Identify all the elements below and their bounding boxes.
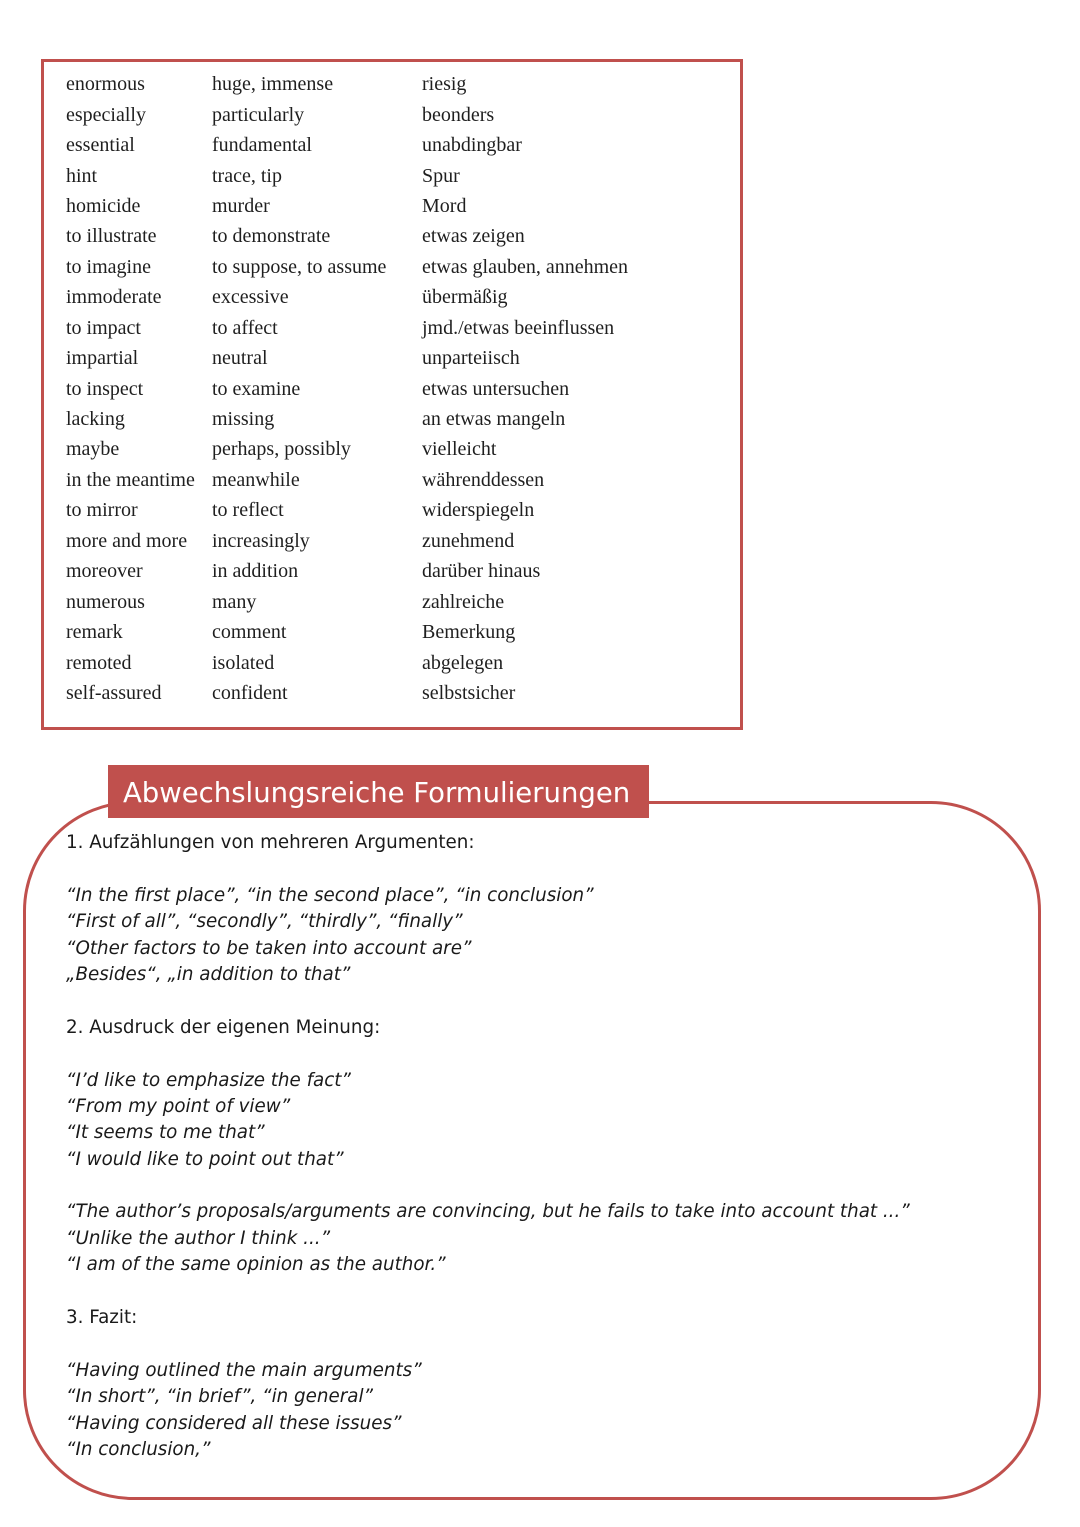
phrases-content bbox=[66, 830, 966, 1463]
vocabulary-word: hint bbox=[66, 164, 98, 187]
vocabulary-word: impartial bbox=[66, 347, 139, 370]
enumeration-phrase-list bbox=[66, 883, 966, 989]
vocabulary-row bbox=[66, 282, 722, 312]
conclusion-phrase-list bbox=[66, 1358, 966, 1464]
vocabulary-row bbox=[66, 313, 722, 343]
phrase-item: “First of all”, “secondly”, “thirdly”, “finally” bbox=[66, 911, 463, 933]
vocabulary-translation: zahlreiche bbox=[422, 590, 505, 613]
enumeration-heading: 1. Aufzählungen von mehreren Argumenten: bbox=[66, 832, 475, 853]
spacer bbox=[66, 1331, 966, 1357]
vocabulary-row bbox=[66, 69, 722, 99]
vocabulary-synonym: fundamental bbox=[212, 134, 312, 157]
vocabulary-word: lacking bbox=[66, 408, 125, 431]
vocabulary-synonym: to examine bbox=[212, 377, 301, 400]
phrase-item: “In the first place”, “in the second place”, “in conclusion” bbox=[66, 884, 594, 906]
vocabulary-row bbox=[66, 99, 722, 129]
vocabulary-synonym: many bbox=[212, 590, 257, 613]
vocabulary-synonym: comment bbox=[212, 621, 287, 644]
vocabulary-translation: Bemerkung bbox=[422, 621, 516, 644]
phrase-item: “I’d like to emphasize the fact” bbox=[66, 1069, 351, 1091]
vocabulary-word: to mirror bbox=[66, 499, 138, 522]
vocabulary-word: maybe bbox=[66, 438, 120, 461]
vocabulary-synonym: increasingly bbox=[212, 529, 310, 552]
vocabulary-synonym: to reflect bbox=[212, 499, 284, 522]
vocabulary-synonym: murder bbox=[212, 194, 270, 217]
section-title: Abwechslungsreiche Formulierungen bbox=[108, 765, 649, 818]
vocabulary-synonym: isolated bbox=[212, 651, 275, 674]
spacer bbox=[66, 988, 966, 1014]
phrase-item: “Unlike the author I think ...” bbox=[66, 1227, 331, 1249]
spacer bbox=[66, 856, 966, 882]
vocabulary-table-body bbox=[66, 69, 722, 708]
vocabulary-row bbox=[66, 526, 722, 556]
vocabulary-translation: darüber hinaus bbox=[422, 560, 541, 583]
vocabulary-synonym: particularly bbox=[212, 103, 305, 126]
conclusion-heading: 3. Fazit: bbox=[66, 1307, 138, 1329]
vocabulary-translation: widerspiegeln bbox=[422, 499, 535, 522]
vocabulary-box bbox=[41, 59, 743, 730]
vocabulary-word: remark bbox=[66, 621, 123, 644]
vocabulary-translation: abgelegen bbox=[422, 651, 504, 674]
phrase-item: „Besides“, „in addition to that” bbox=[66, 963, 351, 985]
vocabulary-translation: etwas untersuchen bbox=[422, 377, 570, 400]
vocabulary-synonym: to affect bbox=[212, 316, 278, 339]
vocabulary-translation: übermäßig bbox=[422, 286, 508, 309]
spacer bbox=[66, 1041, 966, 1067]
vocabulary-row bbox=[66, 678, 722, 708]
vocabulary-row bbox=[66, 495, 722, 525]
vocabulary-word: moreover bbox=[66, 560, 143, 583]
phrase-item: “I am of the same opinion as the author.” bbox=[66, 1254, 446, 1276]
phrase-item: “Having considered all these issues” bbox=[66, 1412, 402, 1434]
vocabulary-word: numerous bbox=[66, 590, 145, 613]
vocabulary-row bbox=[66, 465, 722, 495]
vocabulary-word: homicide bbox=[66, 194, 141, 217]
vocabulary-synonym: perhaps, possibly bbox=[212, 438, 351, 461]
vocabulary-word: especially bbox=[66, 103, 146, 126]
author-phrase-list bbox=[66, 1199, 966, 1278]
vocabulary-synonym: huge, immense bbox=[212, 73, 334, 96]
vocabulary-synonym: in addition bbox=[212, 560, 299, 583]
vocabulary-row bbox=[66, 404, 722, 434]
vocabulary-row bbox=[66, 252, 722, 282]
vocabulary-translation: vielleicht bbox=[422, 438, 497, 461]
vocabulary-row bbox=[66, 617, 722, 647]
vocabulary-word: in the meantime bbox=[66, 468, 195, 491]
vocabulary-table bbox=[66, 69, 722, 708]
vocabulary-translation: zunehmend bbox=[422, 529, 515, 552]
phrase-item: “From my point of view” bbox=[66, 1095, 291, 1117]
vocabulary-row bbox=[66, 160, 722, 190]
opinion-phrase-list bbox=[66, 1068, 966, 1174]
vocabulary-translation: beonders bbox=[422, 103, 495, 126]
phrase-item: “I would like to point out that” bbox=[66, 1148, 344, 1170]
vocabulary-word: remoted bbox=[66, 651, 132, 674]
vocabulary-synonym: excessive bbox=[212, 286, 289, 309]
vocabulary-word: self-assured bbox=[66, 681, 162, 704]
phrase-item: “Other factors to be taken into account are” bbox=[66, 937, 472, 959]
vocabulary-translation: etwas glauben, annehmen bbox=[422, 255, 629, 278]
vocabulary-word: to illustrate bbox=[66, 225, 157, 248]
vocabulary-synonym: to demonstrate bbox=[212, 225, 331, 248]
vocabulary-row bbox=[66, 586, 722, 616]
vocabulary-row bbox=[66, 373, 722, 403]
vocabulary-word: enormous bbox=[66, 73, 145, 96]
vocabulary-row bbox=[66, 191, 722, 221]
vocabulary-synonym: neutral bbox=[212, 347, 268, 370]
vocabulary-translation: selbstsicher bbox=[422, 681, 516, 704]
vocabulary-row bbox=[66, 221, 722, 251]
spacer bbox=[66, 1279, 966, 1305]
phrase-item: “In conclusion,” bbox=[66, 1438, 211, 1460]
vocabulary-translation: Mord bbox=[422, 194, 467, 217]
phrase-item: “Having outlined the main arguments” bbox=[66, 1359, 422, 1381]
opinion-heading: 2. Ausdruck der eigenen Meinung: bbox=[66, 1016, 381, 1038]
phrase-item: “It seems to me that” bbox=[66, 1122, 265, 1144]
vocabulary-translation: etwas zeigen bbox=[422, 225, 525, 248]
vocabulary-word: to impact bbox=[66, 316, 141, 339]
vocabulary-row bbox=[66, 343, 722, 373]
vocabulary-translation: Spur bbox=[422, 164, 460, 187]
vocabulary-row bbox=[66, 647, 722, 677]
vocabulary-translation: jmd./etwas beeinflussen bbox=[422, 316, 615, 339]
vocabulary-row bbox=[66, 556, 722, 586]
vocabulary-word: essential bbox=[66, 134, 135, 157]
phrase-item: “The author’s proposals/arguments are convincing, but he fails to take into account that ...” bbox=[66, 1201, 910, 1223]
spacer bbox=[66, 1173, 966, 1199]
vocabulary-translation: unabdingbar bbox=[422, 134, 522, 157]
vocabulary-translation: an etwas mangeln bbox=[422, 408, 566, 431]
vocabulary-word: to imagine bbox=[66, 255, 151, 278]
vocabulary-word: immoderate bbox=[66, 286, 162, 309]
vocabulary-synonym: confident bbox=[212, 681, 288, 704]
vocabulary-translation: riesig bbox=[422, 73, 467, 96]
vocabulary-synonym: missing bbox=[212, 408, 275, 431]
vocabulary-synonym: trace, tip bbox=[212, 164, 282, 187]
vocabulary-synonym: to suppose, to assume bbox=[212, 255, 387, 278]
vocabulary-word: more and more bbox=[66, 529, 188, 552]
vocabulary-translation: unparteiisch bbox=[422, 347, 520, 370]
phrase-item: “In short”, “in brief”, “in general” bbox=[66, 1386, 373, 1408]
vocabulary-translation: währenddessen bbox=[422, 468, 545, 491]
vocabulary-row bbox=[66, 130, 722, 160]
vocabulary-synonym: meanwhile bbox=[212, 468, 300, 491]
vocabulary-word: to inspect bbox=[66, 377, 144, 400]
vocabulary-row bbox=[66, 434, 722, 464]
